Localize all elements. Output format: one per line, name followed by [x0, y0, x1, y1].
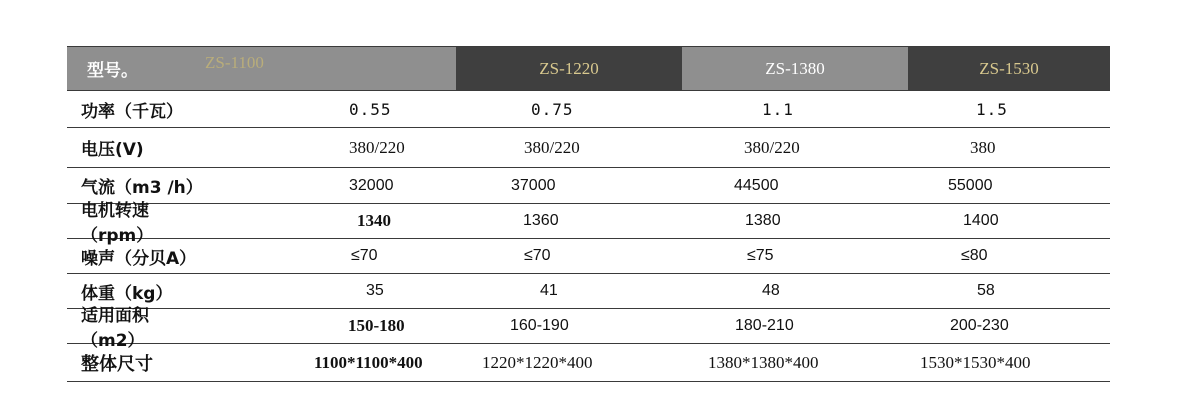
table-cell: 37000 [511, 176, 556, 194]
model-header-zs-1380: ZS-1380 [682, 47, 908, 90]
table-cell: 380/220 [349, 137, 405, 157]
table-cell: 380 [970, 137, 996, 157]
table-cell: 1.1 [762, 99, 794, 119]
table-cell: 0.55 [349, 99, 392, 119]
table-row-noise [67, 239, 1110, 274]
header-row [67, 46, 1110, 91]
table-row-airflow [67, 168, 1110, 204]
table-cell: 1.5 [976, 99, 1008, 119]
model-name: ZS-1100 [205, 52, 264, 72]
table-row-weight [67, 274, 1110, 309]
row-label: 整体尺寸 [81, 353, 153, 375]
table-cell: 32000 [349, 176, 394, 194]
table-cell: 380/220 [524, 137, 580, 157]
table-cell: 0.75 [531, 99, 574, 119]
model-header-zs-1530: ZS-1530 [908, 47, 1110, 90]
table-cell: 160-190 [510, 317, 569, 334]
row-label: 功率（千瓦） [81, 101, 183, 122]
model-header-label: 型号。 [67, 47, 199, 90]
model-header-zs-1220: ZS-1220 [456, 47, 682, 90]
table-cell: 48 [762, 282, 780, 299]
row-label: 噪声（分贝A） [81, 248, 197, 269]
table-row-voltage [67, 128, 1110, 168]
table-cell: 55000 [948, 176, 993, 194]
table-row-area [67, 306, 1110, 351]
table-cell: 44500 [734, 176, 779, 194]
row-label: 适用面积（m2） [81, 306, 149, 351]
table-cell: 150-180 [348, 316, 405, 335]
table-cell: ≤80 [961, 247, 988, 264]
table-cell: 380/220 [744, 137, 800, 157]
table-cell: 35 [366, 282, 384, 299]
table-row-power [67, 91, 1110, 128]
row-label: 电压(V) [81, 140, 144, 160]
row-label: 气流（m3 /h） [81, 178, 203, 198]
table-cell: 1100*1100*400 [314, 352, 423, 372]
table-cell: 1400 [963, 212, 999, 229]
table-cell: ≤70 [351, 247, 378, 264]
model-header-zs-1100 [199, 47, 456, 90]
row-label: 电机转速（rpm） [81, 201, 154, 246]
table-cell: 1530*1530*400 [920, 352, 1031, 372]
table-cell: 1380 [745, 212, 781, 229]
table-cell: ≤75 [747, 247, 774, 264]
table-cell: 1340 [357, 211, 391, 230]
table-cell: 1360 [523, 212, 559, 229]
row-label: 体重（kg） [81, 283, 173, 304]
table-cell: 41 [540, 282, 558, 299]
table-cell: 1380*1380*400 [708, 352, 819, 372]
table-cell: 200-230 [950, 317, 1009, 334]
table-cell: 1220*1220*400 [482, 352, 593, 372]
spec-table [67, 46, 1110, 382]
table-cell: ≤70 [524, 247, 551, 264]
table-cell: 58 [977, 282, 995, 299]
table-cell: 180-210 [735, 317, 794, 334]
table-row-motor-speed [67, 201, 1110, 246]
table-row-dimensions [67, 344, 1110, 382]
